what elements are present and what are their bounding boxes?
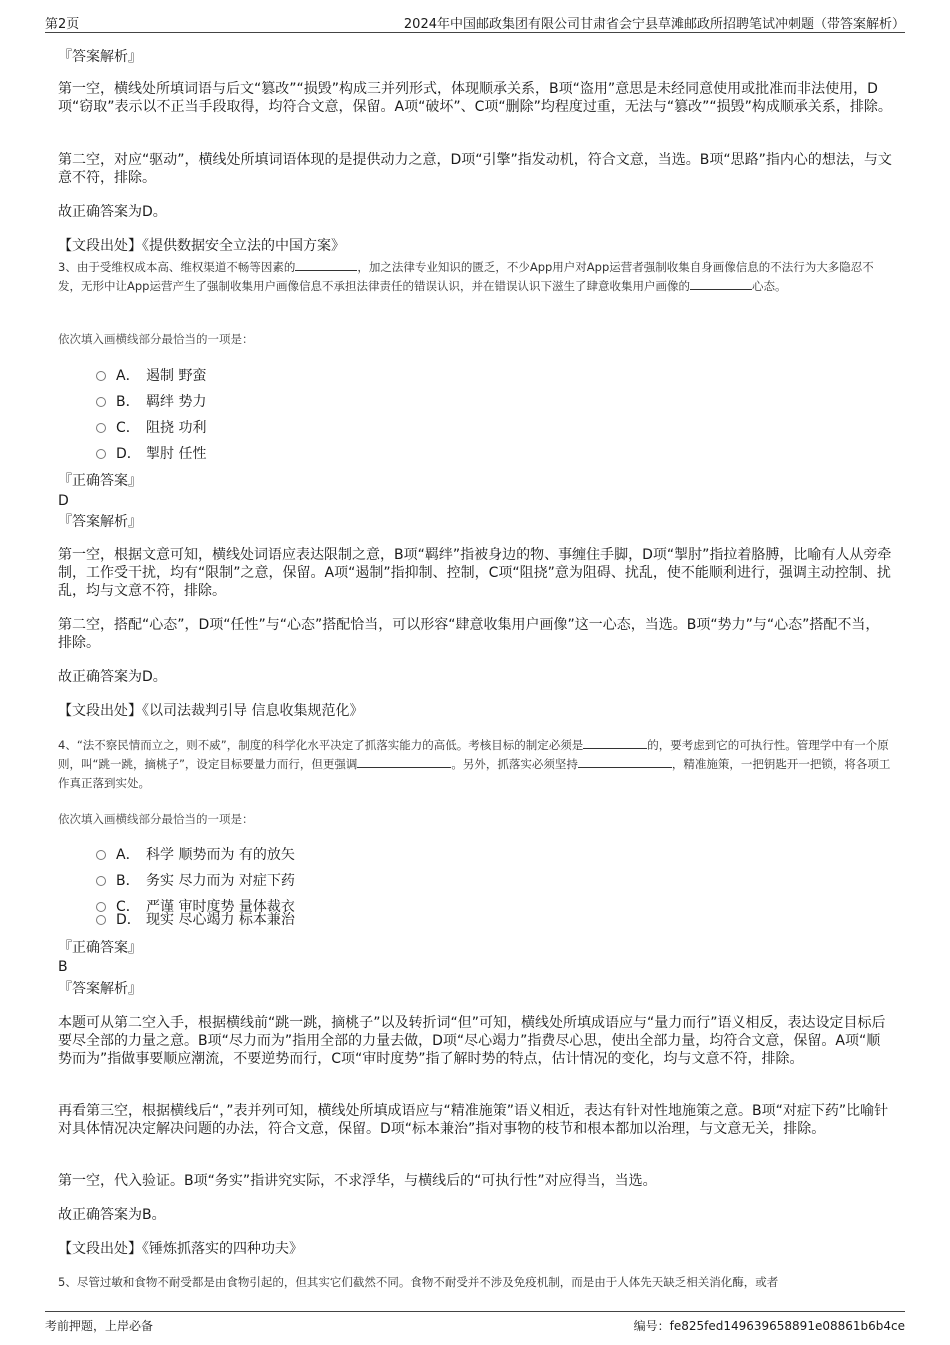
option-a[interactable]: A． 科学 顺势而为 有的放矢 <box>96 846 295 864</box>
option-a[interactable]: A． 遏制 野蛮 <box>96 367 206 385</box>
option-b[interactable]: B． 羁绊 势力 <box>96 393 206 411</box>
conclusion: 故正确答案为B。 <box>58 1207 166 1223</box>
question-5-text: 5、尽管过敏和食物不耐受都是由食物引起的，但其实它们截然不同。食物不耐受并不涉及免疫机制，而是由于人体先天缺乏相关消化酶，或者 <box>58 1275 779 1289</box>
correct-answer: B <box>58 959 68 975</box>
correct-answer-label: 『正确答案』 <box>58 473 142 489</box>
correct-answer: D <box>58 493 69 509</box>
option-d[interactable]: D． 掣肘 任性 <box>96 445 206 463</box>
radio-icon[interactable] <box>96 397 106 407</box>
radio-icon[interactable] <box>96 876 106 886</box>
analysis-paragraph: 本题可从第二空入手，根据横线前“跳一跳，摘桃子”以及转折词“但”可知，横线处所填成语应与“量力而行”语义相反，表达设定目标后要尽全部的力量之意。B项“尽力而为”指用全部的力量去做，D项“尽心竭力”指费尽心思，使出全部力量，均符合文意，保留。A项“顺势而为”指做事要顺应潮流，不要逆势而行，C项“审时度势”指了解时势的特点，估计情况的变化，均与文意不符，排除。 <box>58 1015 886 1067</box>
page-number: 第2页 <box>45 17 80 32</box>
radio-icon[interactable] <box>96 449 106 459</box>
analysis-label: 『答案解析』 <box>58 981 142 997</box>
option-c[interactable]: C． 阻挠 功利 <box>96 419 206 437</box>
option-c[interactable]: C． 严谨 审时度势 量体裁衣 <box>96 898 295 916</box>
radio-icon[interactable] <box>96 371 106 381</box>
radio-icon[interactable] <box>96 423 106 433</box>
analysis-paragraph: 第二空，搭配“心态”，D项“任性”与“心态”搭配恰当，可以形容“肆意收集用户画像”这一心态，当选。B项“势力”与“心态”搭配不当，排除。 <box>58 617 880 651</box>
document-title: 2024年中国邮政集团有限公司甘肃省会宁县草滩邮政所招聘笔试冲刺题（带答案解析） <box>403 17 905 32</box>
analysis-paragraph: 第一空，代入验证。B项“务实”指讲究实际，不求浮华，与横线后的“可执行性”对应得当，当选。 <box>58 1173 657 1189</box>
analysis-paragraph: 第一空，根据文意可知，横线处词语应表达限制之意，B项“羁绊”指被身边的物、事缠住手脚，D项“掣肘”指拉着胳膊，比喻有人从旁牵制，工作受干扰，均有“限制”之意，保留。A项“遏制”指抑制、控制，C项“阻挠”意为阻碍、扰乱，使不能顺利进行，强调主动控制、扰乱，均与文意不符，排除。 <box>58 547 892 599</box>
conclusion: 故正确答案为D。 <box>58 204 167 220</box>
correct-answer-label: 『正确答案』 <box>58 940 142 956</box>
analysis-label: 『答案解析』 <box>58 514 142 530</box>
analysis-paragraph: 第二空，对应“驱动”，横线处所填词语体现的是提供动力之意，D项“引擎”指发动机，符合文意，当选。B项“思路”指内心的想法，与文意不符，排除。 <box>58 152 892 186</box>
source-citation: 【文段出处】《提供数据安全立法的中国方案》 <box>58 238 345 254</box>
footer-slogan: 考前押题，上岸必备 <box>45 1319 154 1333</box>
radio-icon[interactable] <box>96 915 106 925</box>
question-4-text: 4、“法不察民情而立之，则不威”，制度的科学化水平决定了抓落实能力的高低。考核目标的制定必须是 的，要考虑到它的可执行性。管理学中有一个原则，叫“跳一跳，摘桃子”，设定目标要量力而行，但更强调 。另外，抓落实必须坚持 ，精准施策，一把钥匙开一把锁，将各项工作真正落到实处。 <box>58 738 891 790</box>
source-citation: 【文段出处】《锤炼抓落实的四种功夫》 <box>58 1241 303 1257</box>
option-b[interactable]: B． 务实 尽力而为 对症下药 <box>96 872 295 890</box>
page-footer <box>45 1311 905 1336</box>
analysis-paragraph: 第一空，横线处所填词语与后文“篡改”“损毁”构成三并列形式，体现顺承关系，B项“盗用”意思是未经同意使用或批准而非法使用，D项“窃取”表示以不正当手段取得，均符合文意，保留。A项“破坏”、C项“删除”均程度过重，无法与“篡改”“损毁”构成顺承关系，排除。 <box>58 81 892 115</box>
source-citation: 【文段出处】《以司法裁判引导 信息收集规范化》 <box>58 703 364 719</box>
page-header <box>45 10 905 33</box>
analysis-paragraph: 再看第三空，根据横线后“，”表并列可知，横线处所填成语应与“精准施策”语义相近，表达有针对性地施策之意。B项“对症下药”比喻针对具体情况决定解决问题的办法，符合文意，保留。D项“标本兼治”指对事物的枝节和根本都加以治理，与文意无关，排除。 <box>58 1103 889 1137</box>
question-3-text: 3、由于受维权成本高、维权渠道不畅等因素的 ，加之法律专业知识的匮乏，不少App用户对App运营者强制收集自身画像信息的不法行为大多隐忍不发，无形中让App运营产生了强制收集用户画像信息不承担法律责任的错误认识，并在错误认识下滋生了肆意收集用户画像的 心态。 <box>58 260 874 293</box>
document-id: 编号：fe825fed149639658891e08861b6b4ce <box>633 1319 905 1333</box>
question-prompt: 依次填入画横线部分最恰当的一项是： <box>58 332 254 346</box>
analysis-label: 『答案解析』 <box>58 49 142 65</box>
option-d[interactable]: D． 现实 尽心竭力 标本兼治 <box>96 911 295 929</box>
question-prompt: 依次填入画横线部分最恰当的一项是： <box>58 812 254 826</box>
conclusion: 故正确答案为D。 <box>58 669 167 685</box>
radio-icon[interactable] <box>96 850 106 860</box>
